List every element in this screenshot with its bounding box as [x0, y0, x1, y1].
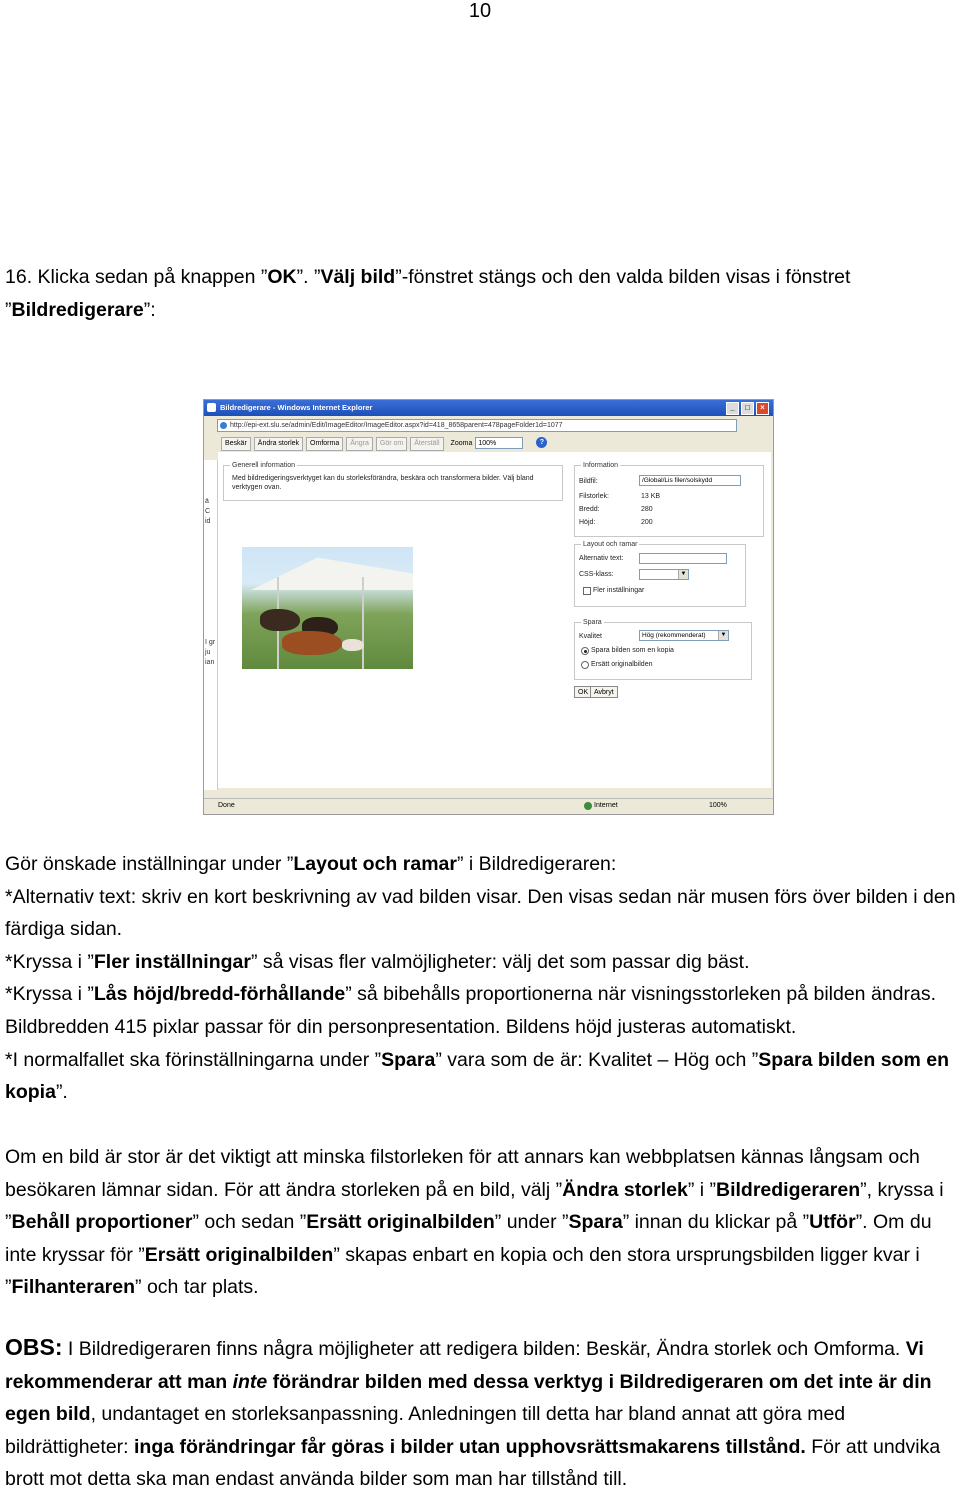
save-copy-term: Spara bilden som en kopia	[5, 1048, 949, 1104]
text: ” vara som de är: Kvalitet – Hög och ”	[435, 1048, 759, 1071]
zone-text: Internet	[594, 802, 618, 809]
save-copy-label: Spara bilden som en kopia	[591, 647, 674, 654]
text: ” så bibehålls proportionerna när visningsstorleken på bilden ändras. Bildbredden 415 pixlar passar för din personpresentation. Bildens höjd justeras automatiskt.	[5, 983, 936, 1038]
ie-icon	[207, 403, 216, 412]
replace-original-term: Ersätt originalbilden	[306, 1211, 495, 1234]
window-title: Bildredigerare - Windows Internet Explorer	[220, 403, 373, 412]
image-file-value: /Global/Lis filer/solskydd	[642, 477, 713, 484]
image-editor-screenshot	[203, 399, 774, 815]
file-manager-term: Filhanteraren	[11, 1276, 136, 1299]
valj-bild-term: Välj bild	[320, 266, 396, 288]
close-icon[interactable]: ×	[756, 402, 769, 415]
transform-button[interactable]: Omforma	[306, 437, 343, 451]
editor-toolbar	[221, 437, 616, 451]
alt-text-input[interactable]	[639, 553, 727, 564]
more-settings-checkbox[interactable]	[583, 587, 591, 595]
more-settings-term: Fler inställningar	[93, 950, 251, 973]
chevron-down-icon: ▼	[718, 631, 728, 640]
resize-term: Ändra storlek	[562, 1178, 688, 1201]
info-label: Bildfil:	[579, 478, 598, 485]
tent-pole	[362, 577, 364, 669]
cancel-button[interactable]: Avbryt	[590, 686, 618, 698]
strip-text: I gr	[205, 639, 216, 646]
text: ”, kryssa i ”	[5, 1178, 944, 1234]
text: ”. Om du inte kryssar för ”	[5, 1211, 932, 1266]
edited-photo	[242, 547, 413, 669]
reset-button[interactable]: Återställ	[410, 437, 443, 451]
lock-ratio-term: Lås höjd/bredd-förhållande	[93, 983, 346, 1006]
info-label: Filstorlek:	[579, 493, 609, 500]
css-class-label: CSS-klass:	[579, 571, 614, 578]
layout-legend: Layout och ramar	[583, 541, 638, 548]
text: ” innan du klickar på ”	[622, 1211, 810, 1234]
strip-text: ä	[205, 498, 209, 505]
resize-button[interactable]: Ändra storlek	[254, 437, 303, 451]
text: I Bildredigeraren finns några möjligheter att redigera bilden: Beskär, Ändra storlek och Omforma.	[62, 1338, 906, 1360]
layout-panel	[574, 541, 746, 607]
text: , undantaget en storleksanpassning. Anledningen till detta har bland annat att göra med bildrättigheter:	[5, 1403, 846, 1458]
step-16-instruction	[5, 261, 957, 326]
execute-term: Utför	[809, 1211, 856, 1234]
resize-instructions	[5, 1141, 957, 1304]
text: Gör önskade inställningar under ”	[5, 853, 294, 875]
alt-text-label: Alternativ text:	[579, 555, 624, 562]
obs-label: OBS:	[5, 1334, 63, 1360]
general-info-text: Med bildredigeringsverktyget kan du storleksförändra, beskära och transformera bilder. Välj bland verktygen ovan.	[232, 475, 534, 491]
information-legend: Information	[583, 462, 619, 469]
bildredigerare-term: Bildredigerare	[11, 298, 144, 321]
replace-original-label: Ersätt originalbilden	[591, 661, 653, 668]
replace-original-radio[interactable]	[581, 661, 589, 669]
emphasis-text: inte	[232, 1370, 268, 1393]
info-value: 13 KB	[641, 493, 661, 500]
window-titlebar	[204, 400, 773, 416]
text: ”	[5, 298, 12, 321]
tent-shape	[242, 555, 413, 605]
ok-button[interactable]: OK	[574, 686, 592, 698]
text: *Alternativ text: skriv en kort beskrivning av vad bilden visar. Den visas sedan när musen förs över bilden i den färdiga sidan.	[5, 885, 956, 941]
cow	[342, 639, 364, 651]
settings-instructions	[5, 848, 957, 1109]
text: Om en bild är stor är det viktigt att minska filstorleken för att annars kan webbplatsen kännas långsam och besökaren lämnar sidan. För att ändra storleken på en bild, välj ”	[5, 1146, 920, 1201]
maximize-icon[interactable]: □	[741, 402, 754, 415]
image-file-field[interactable]	[639, 475, 741, 486]
undo-button[interactable]: Ångra	[346, 437, 373, 451]
text: *Kryssa i ”	[5, 983, 94, 1006]
address-text: http://epi-ext.slu.se/admin/Edit/ImageEditor/ImageEditor.aspx?id=418_8658parent=478pageFolder1d=1077	[230, 422, 563, 429]
information-panel	[574, 462, 764, 537]
text: inga förändringar får göras i bilder utan upphovsrättsmakarens tillstånd.	[134, 1435, 806, 1458]
status-bar	[204, 798, 773, 815]
text: ” i ”	[687, 1178, 716, 1201]
strip-text: id	[205, 518, 211, 525]
text: ”:	[143, 298, 156, 321]
more-settings-label: Fler inställningar	[593, 587, 645, 594]
editor-content	[218, 452, 771, 788]
keep-proportions-term: Behåll proportioner	[11, 1211, 193, 1234]
save-term: Spara	[568, 1211, 623, 1234]
text: ”.	[55, 1081, 68, 1104]
quality-value: Hög (rekommenderat)	[642, 632, 706, 639]
general-info-legend: Generell information	[232, 462, 296, 469]
page-number: 10	[468, 0, 492, 22]
help-icon[interactable]: ?	[536, 437, 547, 448]
address-bar[interactable]	[217, 419, 737, 432]
window-controls	[726, 402, 769, 415]
info-value: 280	[641, 506, 653, 513]
save-legend: Spara	[583, 619, 602, 626]
obs-note	[5, 1331, 957, 1496]
text: 16. Klicka sedan på knappen ”	[5, 266, 268, 288]
zoom-select[interactable]: 100%	[475, 437, 523, 449]
info-label: Höjd:	[579, 519, 596, 526]
text: *I normalfallet ska förinställningarna under ”	[5, 1048, 382, 1071]
cow	[282, 631, 342, 655]
strip-text: C	[205, 508, 211, 515]
editor-term: Bildredigeraren	[716, 1178, 861, 1201]
quality-select[interactable]	[639, 630, 729, 641]
info-value: 200	[641, 519, 653, 526]
general-info-panel	[223, 462, 563, 501]
crop-button[interactable]: Beskär	[221, 437, 251, 451]
zoom-label: Zooma	[450, 440, 473, 447]
text: ” så visas fler valmöjligheter: välj det som passar dig bäst.	[250, 950, 750, 973]
background-page-strip	[204, 460, 218, 790]
save-panel	[574, 619, 752, 680]
page-icon	[220, 422, 227, 429]
text: Vi rekommenderar att man	[5, 1338, 924, 1393]
globe-icon	[584, 802, 592, 810]
redo-button[interactable]: Gör om	[376, 437, 407, 451]
save-copy-radio[interactable]	[581, 647, 589, 655]
text: ” under ”	[494, 1211, 569, 1234]
cow	[260, 609, 300, 631]
text: För att undvika brott mot detta ska man endast använda bilder som man har tillstånd till.	[5, 1435, 941, 1491]
replace-original-term: Ersätt originalbilden	[144, 1243, 334, 1266]
text: ” skapas enbart en kopia och den stora ursprungsbilden ligger kvar i ”	[5, 1243, 920, 1299]
minimize-icon[interactable]: _	[726, 402, 739, 415]
status-zoom[interactable]: 100%	[709, 802, 727, 809]
info-label: Bredd:	[579, 506, 600, 513]
text: *Kryssa i ”	[5, 950, 94, 973]
text: ” och sedan ”	[192, 1211, 307, 1234]
chevron-down-icon: ▼	[678, 570, 688, 579]
text: ”. ”	[296, 266, 321, 288]
save-term: Spara	[381, 1048, 436, 1071]
strip-text: ju	[205, 649, 211, 656]
text: ” i Bildredigeraren:	[456, 853, 617, 875]
text: förändrar bilden med dessa verktyg i Bildredigeraren om det inte är din egen bild	[5, 1370, 932, 1426]
status-text: Done	[218, 802, 235, 809]
layout-term: Layout och ramar	[293, 853, 457, 875]
css-class-select[interactable]	[639, 569, 689, 580]
text: ”-fönstret stängs och den valda bilden visas i fönstret	[395, 266, 851, 288]
strip-text: ian	[205, 659, 215, 666]
quality-label: Kvalitet	[579, 633, 602, 640]
ok-term: OK	[267, 266, 297, 288]
text: ” och tar plats.	[135, 1276, 259, 1299]
